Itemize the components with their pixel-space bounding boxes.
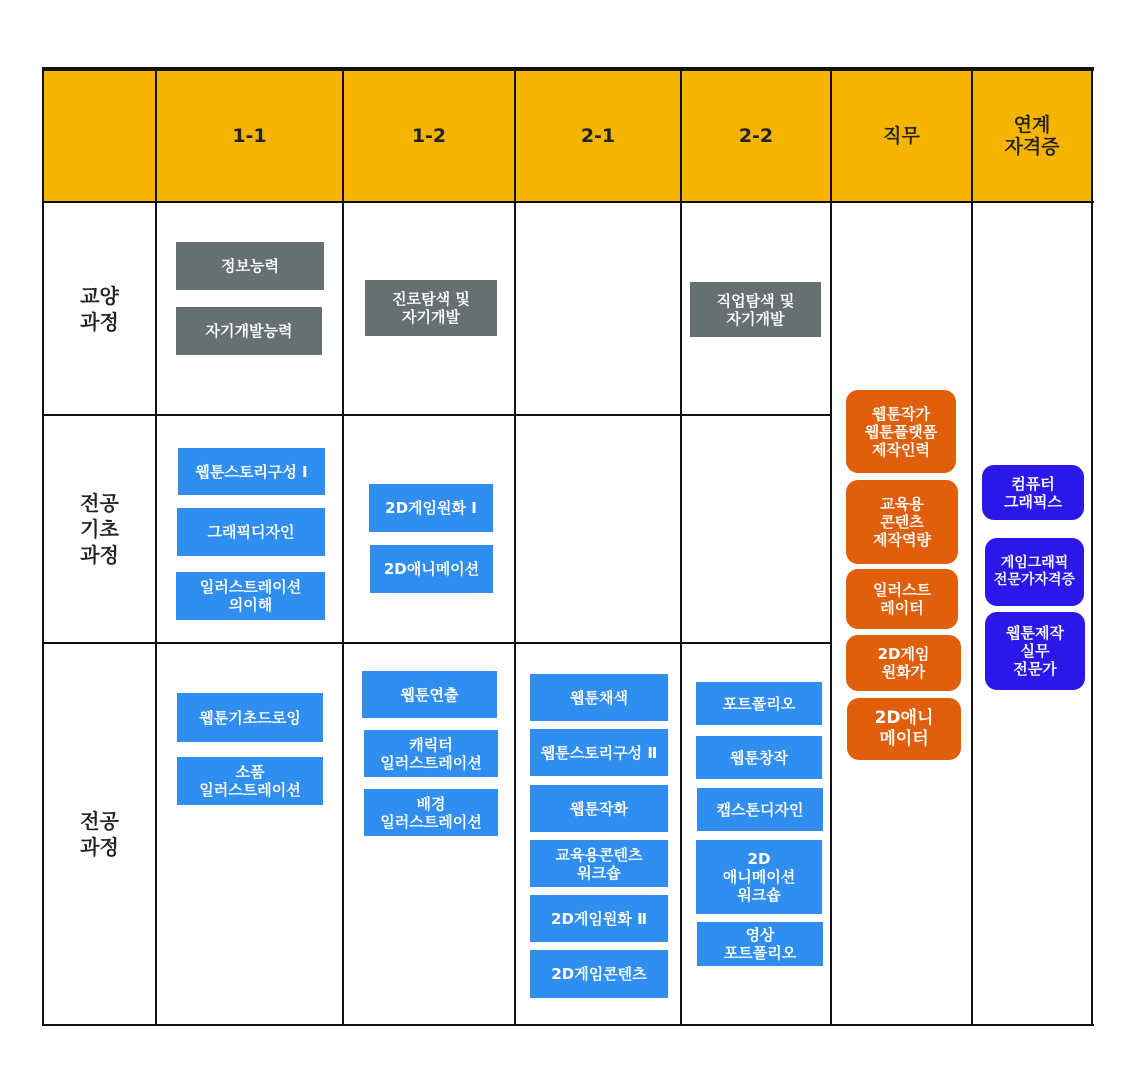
course-edu-content-workshop[interactable]: 교육용콘텐츠 워크숍 xyxy=(530,840,668,887)
row-label-major: 전공 과정 xyxy=(80,809,119,859)
course-portfolio[interactable]: 포트폴리오 xyxy=(696,682,822,725)
job-webtoon-artist[interactable]: 웹툰작가 웹툰플랫폼 제작인력 xyxy=(846,390,956,473)
header-job: 직무 xyxy=(883,125,920,147)
col-line-4 xyxy=(680,67,682,1026)
course-webtoon-coloring[interactable]: 웹툰채색 xyxy=(530,674,668,721)
row2-bottom-border xyxy=(42,642,832,644)
course-2d-game-art-1[interactable]: 2D게임원화 Ⅰ xyxy=(369,484,493,532)
col-line-2 xyxy=(342,67,344,1026)
col-line-3 xyxy=(514,67,516,1026)
course-illustration-intro[interactable]: 일러스트레이션 의이해 xyxy=(176,572,325,620)
course-webtoon-creation[interactable]: 웹툰창작 xyxy=(696,736,822,779)
course-webtoon-direction[interactable]: 웹툰연출 xyxy=(362,671,497,718)
job-illustrator[interactable]: 일러스트 레이터 xyxy=(846,569,958,629)
row-label-basic: 전공 기초 과정 xyxy=(80,491,119,567)
job-2d-game-artist[interactable]: 2D게임 원화가 xyxy=(846,635,961,691)
course-character-illustration[interactable]: 캐릭터 일러스트레이션 xyxy=(364,730,498,777)
course-job-exploration[interactable]: 직업탐색 및 자기개발 xyxy=(690,282,821,337)
course-webtoon-story-2[interactable]: 웹툰스토리구성 Ⅱ xyxy=(530,729,668,776)
cert-webtoon-production[interactable]: 웹툰제작 실무 전문가 xyxy=(985,612,1085,690)
course-info-ability[interactable]: 정보능력 xyxy=(176,242,324,290)
header-2-2: 2-2 xyxy=(738,125,774,147)
course-props-illustration[interactable]: 소품 일러스트레이션 xyxy=(177,757,323,805)
cert-game-graphics[interactable]: 게임그래픽 전문가자격증 xyxy=(985,538,1084,606)
job-2d-animator[interactable]: 2D애니 메이터 xyxy=(847,698,961,760)
cert-computer-graphics[interactable]: 컴퓨터 그래픽스 xyxy=(982,465,1084,520)
course-capstone-design[interactable]: 캡스톤디자인 xyxy=(697,788,823,831)
course-webtoon-story-1[interactable]: 웹툰스토리구성 Ⅰ xyxy=(178,448,325,495)
job-edu-content[interactable]: 교육용 콘텐츠 제작역량 xyxy=(846,480,958,564)
course-background-illustration[interactable]: 배경 일러스트레이션 xyxy=(364,789,498,836)
course-2d-game-content[interactable]: 2D게임콘텐츠 xyxy=(530,950,668,998)
col-line-6 xyxy=(971,67,973,1026)
header-1-1: 1-1 xyxy=(232,125,267,147)
row1-bottom-border xyxy=(42,414,832,416)
course-webtoon-drawing[interactable]: 웹툰기초드로잉 xyxy=(177,693,323,742)
course-career-exploration[interactable]: 진로탐색 및 자기개발 xyxy=(365,280,497,336)
course-self-development[interactable]: 자기개발능력 xyxy=(176,307,322,355)
course-2d-game-art-2[interactable]: 2D게임원화 Ⅱ xyxy=(530,895,668,942)
row-label-liberal: 교양 과정 xyxy=(80,283,119,334)
course-graphic-design[interactable]: 그래픽디자인 xyxy=(177,508,325,556)
course-2d-animation-workshop[interactable]: 2D 애니메이션 워크숍 xyxy=(696,840,822,914)
bottom-border xyxy=(42,1024,1094,1026)
col-line-5 xyxy=(830,67,832,1026)
header-1-2: 1-2 xyxy=(411,125,447,147)
course-video-portfolio[interactable]: 영상 포트폴리오 xyxy=(697,922,823,966)
course-webtoon-art[interactable]: 웹툰작화 xyxy=(530,785,668,832)
header-cert: 연계 자격증 xyxy=(1004,114,1060,158)
header-bottom-border xyxy=(42,201,1094,203)
course-2d-animation[interactable]: 2D애니메이션 xyxy=(370,545,493,593)
col-line-7 xyxy=(1091,67,1093,1026)
col-line-1 xyxy=(155,67,157,1026)
header-2-1: 2-1 xyxy=(580,125,616,147)
